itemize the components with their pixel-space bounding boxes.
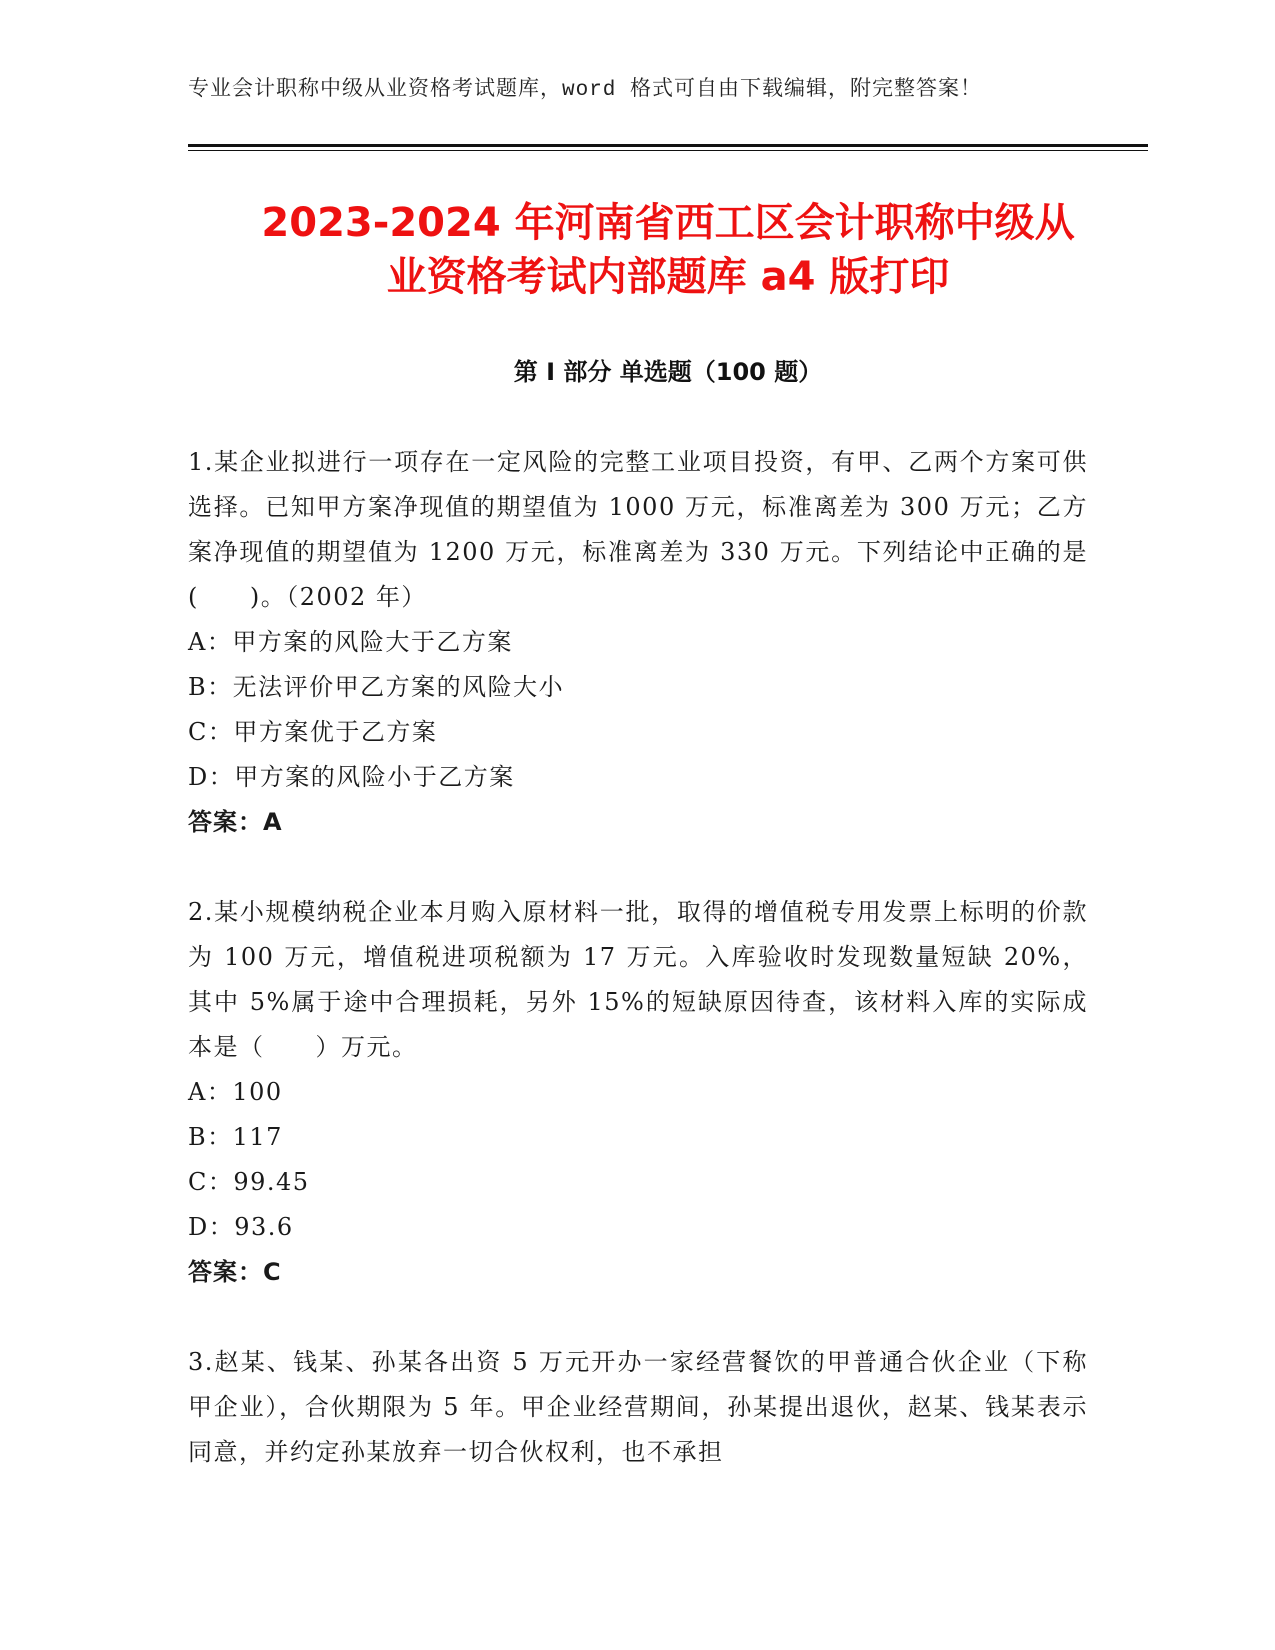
question-stem: 2.某小规模纳税企业本月购入原材料一批，取得的增值税专用发票上标明的价款为 100 万元，增值税进项税额为 17 万元。入库验收时发现数量短缺 20%，其中 5%属于途中合理损耗，另外 15%的短缺原因待查，该材料入库的实际成本是（ ）万元。 bbox=[188, 898, 1088, 1061]
option-c: C：99.45 bbox=[188, 1168, 310, 1196]
option-c: C：甲方案优于乙方案 bbox=[188, 718, 438, 746]
option-d: D：93.6 bbox=[188, 1213, 294, 1241]
question-2 bbox=[188, 890, 1088, 1295]
header-divider-thick bbox=[188, 144, 1148, 147]
option-b: B：117 bbox=[188, 1123, 283, 1151]
section-title: 第 I 部分 单选题（100 题） bbox=[513, 358, 823, 386]
answer: 答案：A bbox=[188, 808, 283, 836]
document-title-line-1: 2023-2024 年河南省西工区会计职称中级从 bbox=[261, 200, 1075, 246]
header-divider-thin bbox=[188, 150, 1148, 151]
option-a: A：甲方案的风险大于乙方案 bbox=[188, 628, 513, 656]
question-stem: 3.赵某、钱某、孙某各出资 5 万元开办一家经营餐饮的甲普通合伙企业（下称甲企业），合伙期限为 5 年。甲企业经营期间，孙某提出退伙，赵某、钱某表示同意，并约定孙某放弃一切合伙权利，也不承担 bbox=[188, 1348, 1088, 1466]
option-d: D：甲方案的风险小于乙方案 bbox=[188, 763, 515, 791]
question-1 bbox=[188, 440, 1088, 845]
answer: 答案：C bbox=[188, 1258, 282, 1286]
header-note: 专业会计职称中级从业资格考试题库，word 格式可自由下载编辑，附完整答案！ bbox=[188, 79, 983, 102]
option-a: A：100 bbox=[188, 1078, 283, 1106]
document-title bbox=[188, 196, 1148, 304]
option-b: B：无法评价甲乙方案的风险大小 bbox=[188, 673, 565, 701]
question-stem: 1.某企业拟进行一项存在一定风险的完整工业项目投资，有甲、乙两个方案可供选择。已知甲方案净现值的期望值为 1000 万元，标准离差为 300 万元；乙方案净现值的期望值为 1200 万元，标准离差为 330 万元。下列结论中正确的是( )。（2002 年） bbox=[188, 448, 1088, 611]
document-title-line-2: 业资格考试内部题库 a4 版打印 bbox=[386, 254, 950, 300]
question-3 bbox=[188, 1340, 1088, 1475]
question-list bbox=[188, 440, 1088, 1520]
